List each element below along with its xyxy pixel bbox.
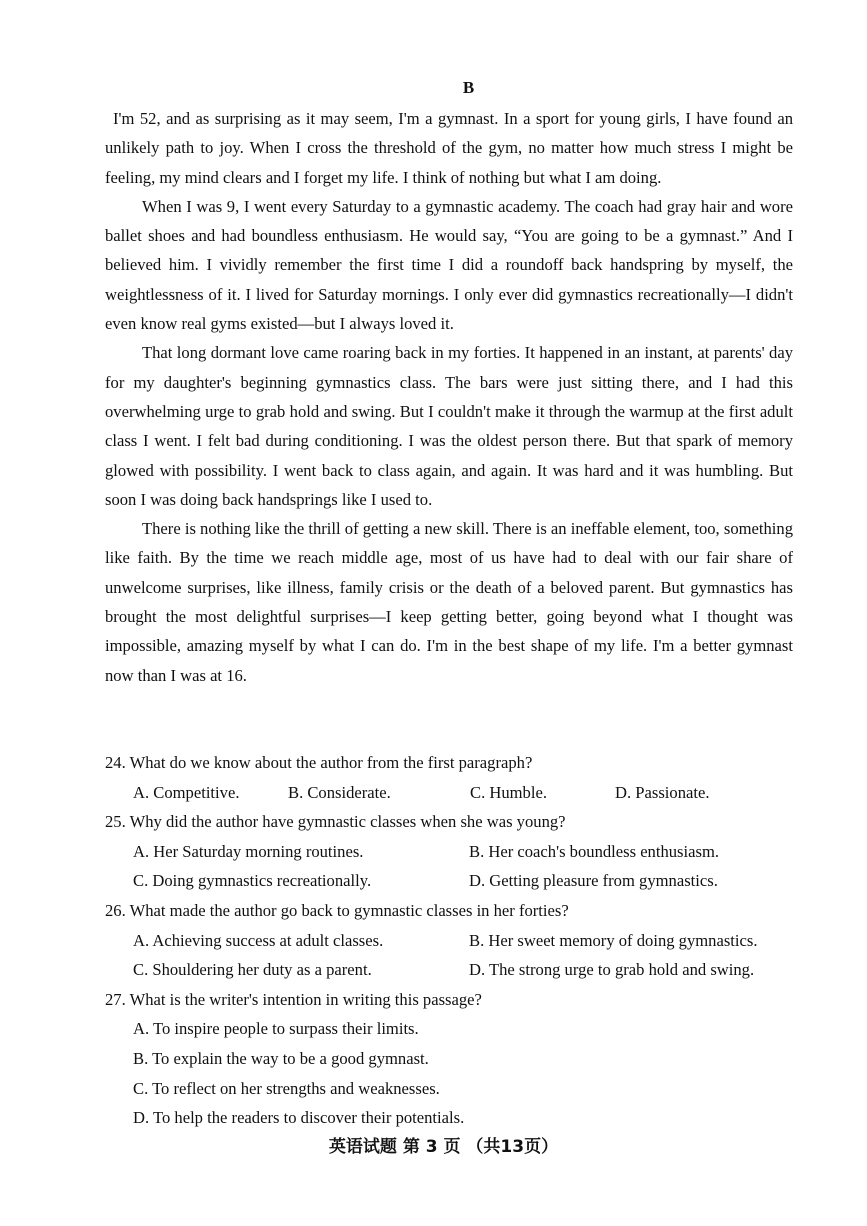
section-heading: B: [462, 78, 475, 97]
question-26-option-c: C. Shouldering her duty as a parent.: [133, 960, 372, 980]
question-27-option-d: D. To help the readers to discover their potentials.: [133, 1108, 465, 1128]
question-24-option-d: D. Passionate.: [615, 782, 710, 802]
question-26-option-b: B. Her sweet memory of doing gymnastics.: [469, 930, 758, 950]
question-27-option-c: C. To reflect on her strengths and weaknesses.: [133, 1078, 440, 1098]
question-27-option-a: A. To inspire people to surpass their limits.: [133, 1019, 419, 1039]
question-25-option-b: B. Her coach's boundless enthusiasm.: [469, 841, 720, 861]
passage-paragraph-1: I'm 52, and as surprising as it may seem, I'm a gymnast. In a sport for young girls, I have found an unlikely path to joy. When I cross the threshold of the gym, no matter how much stress I might be feeling, my mind clears and I forget my life. I think of nothing but what I am doing.: [105, 109, 793, 187]
question-24-option-b: B. Considerate.: [288, 782, 391, 802]
question-24-options: [105, 778, 805, 808]
question-25-option-d: D. Getting pleasure from gymnastics.: [469, 871, 718, 891]
question-list: [105, 748, 805, 1133]
passage-paragraph-4: There is nothing like the thrill of getting a new skill. There is an ineffable element, too, something like faith. By the time we reach middle age, most of us have had to deal with our fair share of unwelcome surprises, like illness, family crisis or the death of a beloved parent. But gymnastics has brought the most delightful surprises—I keep getting better, going beyond what I thought was impossible, amazing myself by what I can do. I'm in the best shape of my life. I'm a better gymnast now than I was at 16.: [105, 519, 793, 685]
question-26-options-row-1: [105, 926, 805, 956]
question-26-option-a: A. Achieving success at adult classes.: [133, 930, 384, 950]
question-26-stem: 26. What made the author go back to gymnastic classes in her forties?: [105, 900, 569, 920]
question-26-option-d: D. The strong urge to grab hold and swing.: [469, 960, 755, 980]
question-26-options-row-2: [105, 955, 805, 985]
question-27-option-b: B. To explain the way to be a good gymnast.: [133, 1048, 429, 1068]
question-25-option-a: A. Her Saturday morning routines.: [133, 841, 364, 861]
question-24-option-a: A. Competitive.: [133, 782, 240, 802]
question-24-option-c: C. Humble.: [470, 782, 547, 802]
page-footer: 英语试题 第 3 页 （共13页）: [328, 1137, 559, 1157]
passage-paragraph-2: When I was 9, I went every Saturday to a gymnastic academy. The coach had gray hair and wore ballet shoes and had boundless enthusiasm. He would say, “You are going to be a gymnast.” And I believed him. I vividly remember the first time I did a roundoff back handspring by myself, the weightlessness of it. I lived for Saturday mornings. I only ever did gymnastics recreationally—I didn't even know real gyms existed—but I always loved it.: [105, 196, 793, 334]
question-24-stem: 24. What do we know about the author from the first paragraph?: [105, 753, 533, 772]
question-27-stem: 27. What is the writer's intention in writing this passage?: [105, 989, 482, 1009]
passage-paragraph-3: That long dormant love came roaring back in my forties. It happened in an instant, at parents' day for my daughter's beginning gymnastics class. The bars were just sitting there, and I had this overwhelming urge to grab hold and swing. But I couldn't make it through the warmup at the first adult class I went. I felt bad during conditioning. I was the oldest person there. But that spark of memory glowed with possibility. I went back to class again, and again. It was hard and it was humbling. But soon I was doing back handsprings like I used to.: [105, 343, 793, 509]
question-25-options-row-1: [105, 837, 805, 867]
question-25-option-c: C. Doing gymnastics recreationally.: [133, 871, 372, 891]
reading-passage: [105, 104, 793, 690]
question-25-stem: 25. Why did the author have gymnastic classes when she was young?: [105, 812, 566, 832]
question-25-options-row-2: [105, 866, 805, 896]
